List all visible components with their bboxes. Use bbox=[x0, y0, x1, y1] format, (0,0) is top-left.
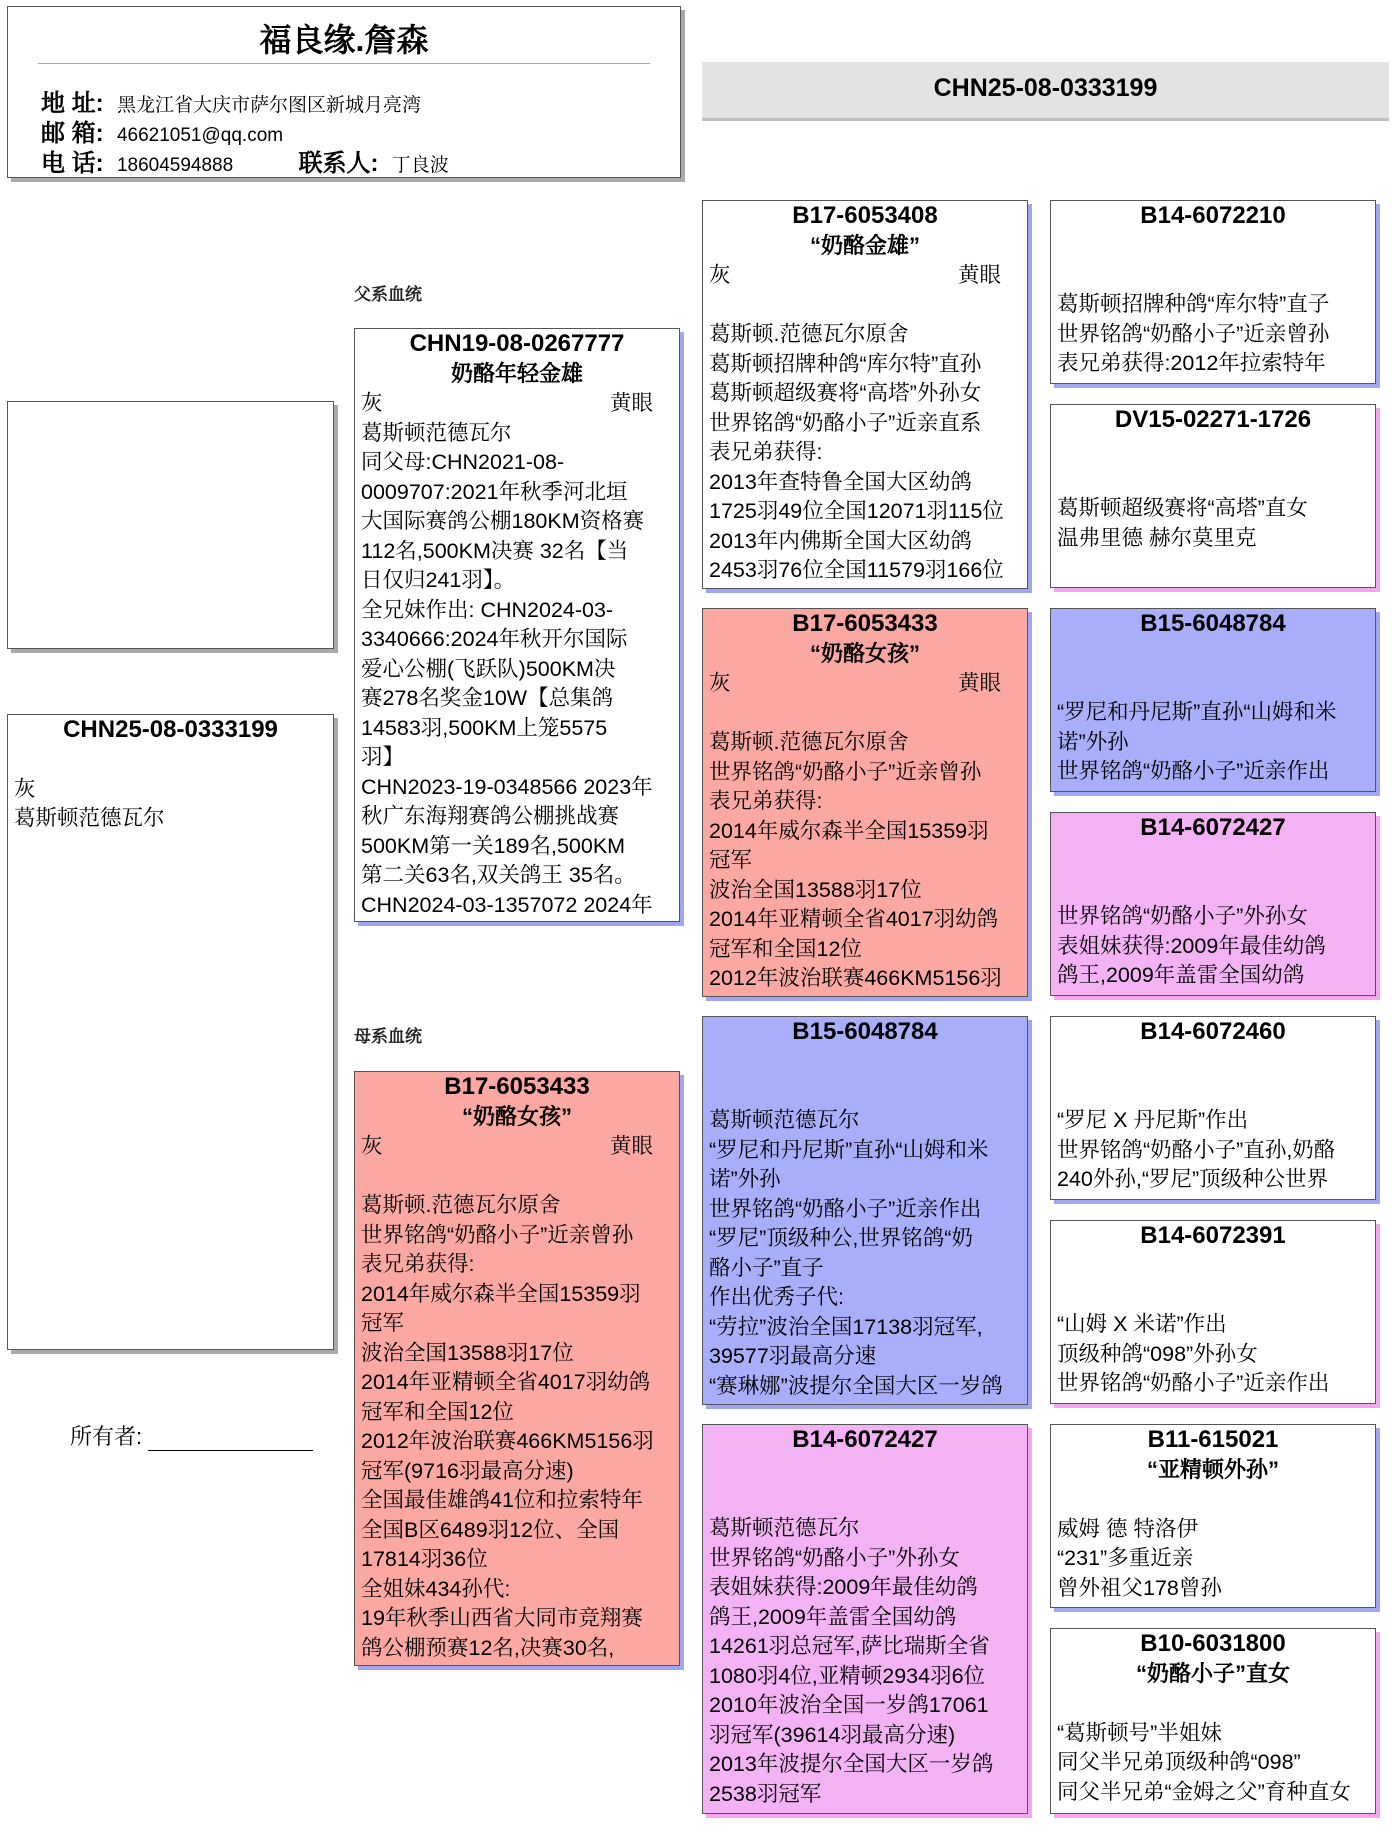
detail-line bbox=[1057, 639, 1375, 669]
email-value: 46621051@qq.com bbox=[116, 125, 284, 146]
detail-line: 全兄妹作出: CHN2024-03- bbox=[361, 597, 614, 622]
detail-line: 作出优秀子代: bbox=[709, 1285, 844, 1309]
sire-name: 奶酪年轻金雄 bbox=[450, 361, 583, 386]
detail-line: “罗尼 X 丹尼斯”作出 bbox=[1057, 1108, 1249, 1132]
phone-value: 18604594888 bbox=[116, 155, 234, 176]
dd-ring-id: B14-6072427 bbox=[792, 1426, 938, 1453]
detail-line: 葛斯顿范德瓦尔 bbox=[14, 806, 165, 830]
detail-line: 葛斯顿范德瓦尔 bbox=[709, 1108, 860, 1132]
detail-line: 表姐妹获得:2009年最佳幼鸽 bbox=[1057, 933, 1326, 958]
breeder-header bbox=[7, 6, 681, 178]
sire-details bbox=[361, 419, 679, 921]
detail-line: 葛斯顿.范德瓦尔原舍 bbox=[361, 1193, 561, 1217]
detail-line: 2453羽76位全国11579羽166位 bbox=[709, 558, 1004, 582]
sdd-details bbox=[1051, 843, 1375, 991]
sire-sire-card bbox=[702, 200, 1028, 589]
detail-line: 39577羽最高分速 bbox=[709, 1344, 877, 1368]
dam-card bbox=[354, 1071, 680, 1666]
ss-color: 灰 bbox=[709, 263, 731, 287]
detail-line: 2013年内佛斯全国大区幼鸽 bbox=[709, 528, 972, 553]
detail-line: “葛斯顿号”半姐妹 bbox=[1057, 1720, 1222, 1745]
detail-line: 世界铭鸽“奶酪小子”外孙女 bbox=[709, 1545, 960, 1570]
detail-line: 世界铭鸽“奶酪小子”外孙女 bbox=[1057, 904, 1308, 928]
detail-line: 诺”外孙 bbox=[709, 1167, 781, 1191]
sss-card bbox=[1050, 200, 1376, 384]
dd-details bbox=[703, 1455, 1027, 1809]
sire-ring-id: CHN19-08-0267777 bbox=[409, 330, 625, 357]
contact-label: 联系人: bbox=[298, 150, 379, 177]
detail-line: CHN2024-03-1357072 2024年 bbox=[361, 892, 653, 917]
dam-details bbox=[361, 1162, 679, 1664]
phone-label: 电 话: bbox=[41, 150, 104, 177]
pigeon-photo-placeholder bbox=[7, 401, 334, 649]
dsd-card bbox=[1050, 1220, 1376, 1404]
detail-line: 1080羽4位,亚精顿2934羽6位 bbox=[709, 1663, 986, 1688]
detail-line: 表姐妹获得:2009年最佳幼鸽 bbox=[709, 1575, 978, 1599]
detail-line: 表兄弟获得: bbox=[709, 789, 823, 813]
dam-line-label: 母系血统 bbox=[354, 1027, 422, 1046]
detail-line: 2538羽冠军 bbox=[709, 1781, 822, 1806]
ssd-details bbox=[1051, 435, 1375, 553]
dsd-ring-id: B14-6072391 bbox=[1140, 1222, 1286, 1249]
detail-line: 同父半兄弟顶级种鸽“098” bbox=[1057, 1750, 1301, 1774]
sds-details bbox=[1051, 639, 1375, 787]
detail-line bbox=[361, 1162, 679, 1192]
detail-line: “罗尼和丹尼斯”直孙“山姆和米 bbox=[1057, 700, 1337, 724]
breeder-title: 福良缘.詹森 bbox=[38, 17, 650, 64]
detail-line: “劳拉”波治全国17138羽冠军, bbox=[709, 1314, 983, 1339]
detail-line: “罗尼”顶级种公,世界铭鸽“奶 bbox=[709, 1226, 973, 1250]
detail-line: 同父母:CHN2021-08- bbox=[361, 450, 565, 474]
detail-line: 17814羽36位 bbox=[361, 1547, 488, 1571]
sire-dam-card bbox=[702, 608, 1028, 997]
detail-line: 世界铭鸽“奶酪小子”近亲作出 bbox=[709, 1196, 982, 1221]
dam-ring-id: B17-6053433 bbox=[444, 1073, 590, 1100]
ddd-details bbox=[1051, 1689, 1375, 1807]
dds-card bbox=[1050, 1424, 1376, 1608]
detail-line: 2014年威尔森半全国15359羽 bbox=[361, 1281, 641, 1306]
owner-signature-line bbox=[148, 1424, 313, 1451]
ddd-ring-id: B10-6031800 bbox=[1140, 1630, 1286, 1657]
ss-eye: 黄眼 bbox=[957, 263, 1001, 287]
sdd-card bbox=[1050, 812, 1376, 996]
owner-label: 所有者: bbox=[70, 1424, 143, 1449]
detail-line: 2010年波治全国一岁鸽17061 bbox=[709, 1693, 989, 1717]
phone-row bbox=[41, 143, 449, 178]
sd-ring-id: B17-6053433 bbox=[792, 610, 938, 637]
detail-line bbox=[1057, 261, 1375, 291]
sd-eye: 黄眼 bbox=[957, 671, 1001, 695]
ring-number-banner: CHN25-08-0333199 bbox=[702, 62, 1389, 118]
dam-sire-card bbox=[702, 1016, 1028, 1405]
detail-line: 大国际赛鸽公棚180KM资格赛 bbox=[361, 509, 645, 533]
detail-line: 1725羽49位全国12071羽115位 bbox=[709, 499, 1004, 523]
detail-line: “231”多重近亲 bbox=[1057, 1546, 1194, 1570]
detail-line: 葛斯顿招牌种鸽“库尔特”直子 bbox=[1057, 292, 1330, 316]
detail-line: 世界铭鸽“奶酪小子”近亲曾孙 bbox=[1057, 321, 1330, 346]
detail-line bbox=[1057, 669, 1375, 699]
detail-line bbox=[14, 745, 333, 775]
detail-line: 爱心公棚(飞跃队)500KM决 bbox=[361, 656, 616, 681]
detail-line: 14261羽总冠军,萨比瑞斯全省 bbox=[709, 1634, 990, 1658]
detail-line: 世界铭鸽“奶酪小子”近亲作出 bbox=[1057, 759, 1330, 783]
detail-line: 2013年波提尔全国大区一岁鸽 bbox=[709, 1752, 994, 1776]
ssd-ring-id: DV15-02271-1726 bbox=[1114, 406, 1312, 433]
dam-dam-card bbox=[702, 1424, 1028, 1814]
detail-line bbox=[709, 1077, 1027, 1107]
dam-name: “奶酪女孩” bbox=[461, 1104, 572, 1129]
subject-details bbox=[8, 745, 333, 834]
detail-line: 0009707:2021年秋季河北垣 bbox=[361, 479, 628, 504]
detail-line: 温弗里德 赫尔莫里克 bbox=[1057, 525, 1257, 550]
detail-line: 表兄弟获得:2012年拉索特年 bbox=[1057, 351, 1326, 375]
detail-line: 波治全国13588羽17位 bbox=[361, 1340, 574, 1365]
dam-color: 灰 bbox=[361, 1134, 383, 1158]
sire-eye: 黄眼 bbox=[609, 391, 653, 415]
detail-line bbox=[1057, 873, 1375, 903]
sss-details bbox=[1051, 231, 1375, 379]
detail-line: 鸽公棚预赛12名,决赛30名, bbox=[361, 1635, 615, 1660]
ss-ring-id: B17-6053408 bbox=[792, 202, 938, 229]
sire-line-label: 父系血统 bbox=[354, 285, 422, 304]
detail-line: 葛斯顿招牌种鸽“库尔特”直孙 bbox=[709, 351, 982, 376]
detail-line: 秋广东海翔赛鸽公棚挑战赛 bbox=[361, 804, 620, 828]
dss-ring-id: B14-6072460 bbox=[1140, 1018, 1286, 1045]
detail-line bbox=[1057, 231, 1375, 261]
ssd-card bbox=[1050, 404, 1376, 588]
detail-line: 威姆 德 特洛伊 bbox=[1057, 1516, 1198, 1541]
ds-details bbox=[703, 1047, 1027, 1401]
detail-line: 葛斯顿超级赛将“高塔”直女 bbox=[1057, 496, 1308, 520]
detail-line: 葛斯顿.范德瓦尔原舍 bbox=[709, 322, 909, 346]
detail-line: 赛278名奖金10W【总集鸽 bbox=[361, 686, 614, 710]
dss-details bbox=[1051, 1047, 1375, 1195]
detail-line: 2014年威尔森半全国15359羽 bbox=[709, 818, 989, 843]
sd-color: 灰 bbox=[709, 671, 731, 695]
ddd-card bbox=[1050, 1628, 1376, 1814]
detail-line: 曾外祖父178曾孙 bbox=[1057, 1575, 1222, 1600]
detail-line bbox=[709, 1455, 1027, 1485]
detail-line: 全国最佳雄鸽41位和拉索特年 bbox=[361, 1488, 643, 1512]
detail-line: 冠军(9716羽最高分速) bbox=[361, 1458, 574, 1483]
detail-line bbox=[1057, 1281, 1375, 1311]
detail-line: 羽冠军(39614羽最高分速) bbox=[709, 1722, 956, 1747]
detail-line: 2013年查特鲁全国大区幼鸽 bbox=[709, 469, 972, 494]
detail-line bbox=[709, 1485, 1027, 1515]
dds-ring-id: B11-615021 bbox=[1147, 1426, 1279, 1453]
detail-line: 世界铭鸽“奶酪小子”近亲直系 bbox=[709, 410, 982, 435]
detail-line: 3340666:2024年秋开尔国际 bbox=[361, 627, 628, 651]
detail-line bbox=[1057, 1689, 1375, 1719]
detail-line: “赛琳娜”波提尔全国大区一岁鸽 bbox=[709, 1373, 1003, 1398]
detail-line bbox=[1057, 1077, 1375, 1107]
ss-details bbox=[709, 291, 1027, 586]
detail-line bbox=[1057, 465, 1375, 495]
address-value: 黑龙江省大庆市萨尔图区新城月亮湾 bbox=[116, 95, 421, 116]
detail-line: 第二关63名,双关鸽王 35名。 bbox=[361, 863, 636, 887]
dds-name: “亚精顿外孙” bbox=[1146, 1457, 1279, 1482]
detail-line: 2014年亚精顿全省4017羽幼鸽 bbox=[361, 1370, 651, 1394]
detail-line: 2012年波治联赛466KM5156羽 bbox=[361, 1429, 654, 1453]
sss-ring-id: B14-6072210 bbox=[1140, 202, 1286, 229]
detail-line bbox=[709, 291, 1027, 321]
detail-line: 2014年亚精顿全省4017羽幼鸽 bbox=[709, 907, 999, 931]
detail-line: 世界铭鸽“奶酪小子”近亲曾孙 bbox=[709, 759, 982, 784]
detail-line bbox=[709, 699, 1027, 729]
detail-line: 240外孙,“罗尼”顶级种公世界 bbox=[1057, 1167, 1329, 1191]
sd-details bbox=[709, 699, 1027, 994]
address-label: 地 址: bbox=[41, 90, 104, 117]
detail-line: 表兄弟获得: bbox=[361, 1252, 475, 1276]
contact-value: 丁良波 bbox=[391, 155, 449, 176]
detail-line: 顶级种鸽“098”外孙女 bbox=[1057, 1341, 1258, 1366]
dds-details bbox=[1051, 1485, 1375, 1603]
detail-line: 全国B区6489羽12位、全国 bbox=[361, 1517, 620, 1542]
email-label: 邮 箱: bbox=[41, 120, 104, 147]
ss-name: “奶酪金雄” bbox=[809, 233, 920, 258]
ds-ring-id: B15-6048784 bbox=[792, 1018, 938, 1045]
detail-line: 冠军 bbox=[361, 1311, 405, 1335]
dam-eye: 黄眼 bbox=[609, 1134, 653, 1158]
detail-line bbox=[1057, 1047, 1375, 1077]
detail-line bbox=[1057, 435, 1375, 465]
detail-line: 葛斯顿范德瓦尔 bbox=[361, 420, 512, 445]
detail-line bbox=[1057, 843, 1375, 873]
dsd-details bbox=[1051, 1251, 1375, 1399]
sds-card bbox=[1050, 608, 1376, 792]
detail-line: 日仅归241羽】。 bbox=[361, 568, 516, 592]
subject-pigeon-card bbox=[7, 714, 334, 1350]
detail-line bbox=[1057, 1485, 1375, 1515]
detail-line: 全姐妹434孙代: bbox=[361, 1576, 511, 1601]
detail-line: 诺”外孙 bbox=[1057, 729, 1129, 754]
detail-line: 表兄弟获得: bbox=[709, 440, 823, 464]
detail-line: 冠军 bbox=[709, 848, 753, 872]
detail-line: 鸽王,2009年盖雷全国幼鸽 bbox=[1057, 963, 1305, 987]
detail-line: 葛斯顿.范德瓦尔原舍 bbox=[709, 730, 909, 754]
detail-line: “山姆 X 米诺”作出 bbox=[1057, 1312, 1227, 1336]
detail-line: 世界铭鸽“奶酪小子”近亲曾孙 bbox=[361, 1222, 634, 1247]
detail-line: 112名,500KM决赛 32名【当 bbox=[361, 538, 629, 563]
detail-line: CHN2023-19-0348566 2023年 bbox=[361, 774, 653, 799]
subject-ring-id: CHN25-08-0333199 bbox=[63, 716, 278, 743]
detail-line: 世界铭鸽“奶酪小子”近亲作出 bbox=[1057, 1371, 1330, 1395]
detail-line: “罗尼和丹尼斯”直孙“山姆和米 bbox=[709, 1137, 989, 1162]
dss-card bbox=[1050, 1016, 1376, 1200]
ddd-name: “奶酪小子”直女 bbox=[1135, 1661, 1290, 1686]
detail-line: 冠军和全国12位 bbox=[709, 936, 862, 961]
detail-line: 酪小子”直子 bbox=[709, 1255, 824, 1280]
detail-line: 世界铭鸽“奶酪小子”直孙,奶酪 bbox=[1057, 1137, 1336, 1162]
sd-name: “奶酪女孩” bbox=[809, 641, 920, 666]
sire-color: 灰 bbox=[361, 391, 383, 415]
detail-line: 14583羽,500KM上笼5575 bbox=[361, 715, 608, 740]
detail-line: 葛斯顿超级赛将“高塔”外孙女 bbox=[709, 381, 982, 405]
sire-card bbox=[354, 328, 680, 922]
detail-line: 波治全国13588羽17位 bbox=[709, 877, 922, 902]
detail-line: 500KM第一关189名,500KM bbox=[361, 833, 626, 858]
detail-line: 冠军和全国12位 bbox=[361, 1399, 514, 1424]
detail-line: 鸽王,2009年盖雷全国幼鸽 bbox=[709, 1604, 957, 1629]
detail-line: 灰 bbox=[14, 776, 36, 801]
detail-line: 19年秋季山西省大同市竞翔赛 bbox=[361, 1606, 643, 1630]
detail-line: 葛斯顿范德瓦尔 bbox=[709, 1516, 860, 1540]
detail-line bbox=[709, 1047, 1027, 1077]
detail-line bbox=[1057, 1251, 1375, 1281]
owner-field bbox=[70, 1420, 313, 1451]
detail-line: 同父半兄弟“金姆之父”育种直女 bbox=[1057, 1779, 1351, 1804]
detail-line: 2012年波治联赛466KM5156羽 bbox=[709, 966, 1002, 990]
detail-line: 羽】 bbox=[361, 745, 405, 769]
sds-ring-id: B15-6048784 bbox=[1140, 610, 1286, 637]
sdd-ring-id: B14-6072427 bbox=[1140, 814, 1286, 841]
